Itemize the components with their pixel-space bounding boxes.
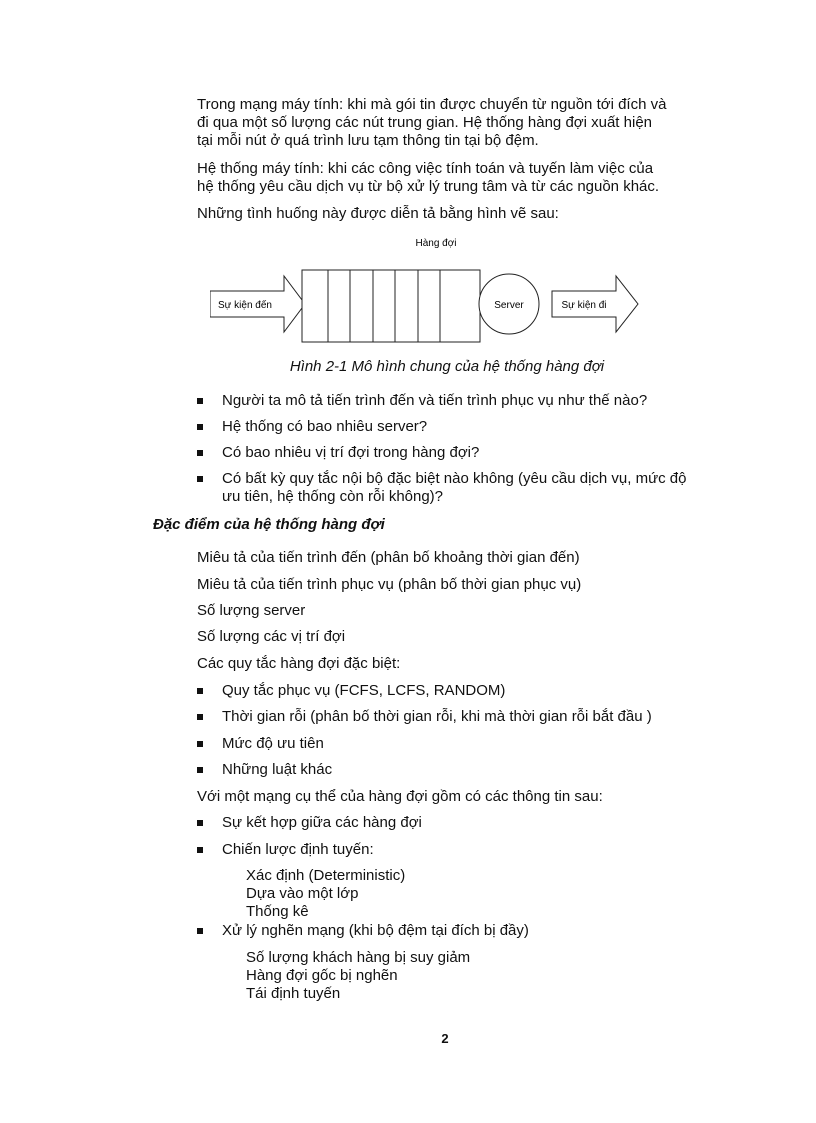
bullet-square-icon bbox=[197, 450, 203, 456]
feature-line: Các quy tắc hàng đợi đặc biệt: bbox=[197, 655, 401, 672]
bullet-square-icon bbox=[197, 476, 203, 482]
bullet-square-icon bbox=[197, 741, 203, 747]
intro-paragraph-2 bbox=[197, 160, 697, 196]
bullet-square-icon bbox=[197, 820, 203, 826]
bullet-square-icon bbox=[197, 714, 203, 720]
feature-line: Miêu tả của tiến trình đến (phân bố khoảng thời gian đến) bbox=[197, 549, 580, 566]
sub-item: Xác định (Deterministic) bbox=[246, 867, 406, 884]
intro-line: Trong mạng máy tính: khi mà gói tin được chuyển từ nguồn tới đích và bbox=[197, 96, 667, 113]
feature-line: Số lượng các vị trí đợi bbox=[197, 628, 346, 645]
arrival-label: Sự kiện đến bbox=[218, 300, 272, 311]
document-page: Trong mạng máy tính: khi mà gói tin được chuyển từ nguồn tới đích và đi qua một số lượng các nút trung gian. Hệ thống hàng đợi xuất hiện tại mỗi nút ở quá trình lưu tạm thông tin tại bộ đệm. Hệ thống máy tính: khi các công việc tính toán và tuyến làm việc của hệ thống yêu cầu dịch vụ từ bộ xử lý trung tâm và từ các nguồn khác. Những tình huống này được diễn tả bằng hình vẽ sau: Hàng đợi Sự kiện đến Server Sự kiện đi Hình 2-1 Mô hình chung của hệ thống hàng đợi Người ta mô tả tiến trình đến và tiến trình phục vụ như thế nào? Hệ thống có bao nhiêu server? Có bao nhiêu vị trí đợi trong hàng đợi? Có bất kỳ quy tắc nội bộ đặc biệt nào không (yêu cầu dịch vụ, mức độ ưu tiên, hệ thống còn rỗi không)? Đặc điểm của hệ thống hàng đợi Miêu tả của tiến trình đến (phân bố khoảng thời gian đến) Miêu tả của tiến trình phục vụ (phân bố thời gian phục vụ) Số lượng server Số lượng các vị trí đợi Các quy tắc hàng đợi đặc biệt: Quy tắc phục vụ (FCFS, LCFS, RANDOM) Thời gian rỗi (phân bố thời gian rỗi, khi mà thời gian rỗi bắt đầu ) Mức độ ưu tiên Những luật khác Với một mạng cụ thể của hàng đợi gồm có các thông tin sau: Sự kết hợp giữa các hàng đợi Chiến lược định tuyến: Xác định (Deterministic) Dựa vào một lớp Thống kê Xử lý nghẽn mạng (khi bộ đệm tại đích bị đầy) Số lượng khách hàng bị suy giảm Hàng đợi gốc bị nghẽn Tái định tuyến 2 bbox=[0, 0, 816, 1123]
sub-item: Hàng đợi gốc bị nghẽn bbox=[246, 967, 398, 984]
bullet-square-icon bbox=[197, 398, 203, 404]
feature-line: Số lượng server bbox=[197, 602, 306, 619]
intro-paragraph-1 bbox=[197, 96, 697, 150]
feature-line: Miêu tả của tiến trình phục vụ (phân bố thời gian phục vụ) bbox=[197, 576, 582, 593]
bullet-square-icon bbox=[197, 767, 203, 773]
bullet-square-icon bbox=[197, 688, 203, 694]
network-intro: Với một mạng cụ thể của hàng đợi gồm có các thông tin sau: bbox=[197, 788, 603, 805]
sub-item: Thống kê bbox=[246, 903, 309, 920]
queue-buffer bbox=[302, 270, 480, 342]
intro-line: đi qua một số lượng các nút trung gian. Hệ thống hàng đợi xuất hiện bbox=[197, 114, 653, 131]
figure-caption: Hình 2-1 Mô hình chung của hệ thống hàng đợi bbox=[289, 358, 605, 375]
bullet-square-icon bbox=[197, 424, 203, 430]
departure-label: Sự kiện đi bbox=[561, 300, 607, 311]
sub-item: Tái định tuyến bbox=[246, 985, 341, 1002]
section-heading: Đặc điểm của hệ thống hàng đợi bbox=[153, 516, 385, 533]
intro-line: tại mỗi nút ở quá trình lưu tạm thông tin tại bộ đệm. bbox=[197, 132, 539, 149]
queue-label: Hàng đợi bbox=[415, 238, 457, 249]
queue-model-diagram bbox=[210, 232, 650, 357]
sub-item: Số lượng khách hàng bị suy giảm bbox=[246, 949, 471, 966]
intro-line: hệ thống yêu cầu dịch vụ từ bộ xử lý trung tâm và từ các nguồn khác. bbox=[197, 178, 660, 195]
intro-paragraph-3: Những tình huống này được diễn tả bằng hình vẽ sau: bbox=[197, 205, 559, 222]
page-number: 2 bbox=[441, 1031, 449, 1046]
bullet-square-icon bbox=[197, 847, 203, 853]
intro-line: Hệ thống máy tính: khi các công việc tính toán và tuyến làm việc của bbox=[197, 160, 654, 177]
sub-item: Dựa vào một lớp bbox=[246, 885, 359, 902]
bullet-square-icon bbox=[197, 928, 203, 934]
server-label: Server bbox=[494, 300, 524, 311]
